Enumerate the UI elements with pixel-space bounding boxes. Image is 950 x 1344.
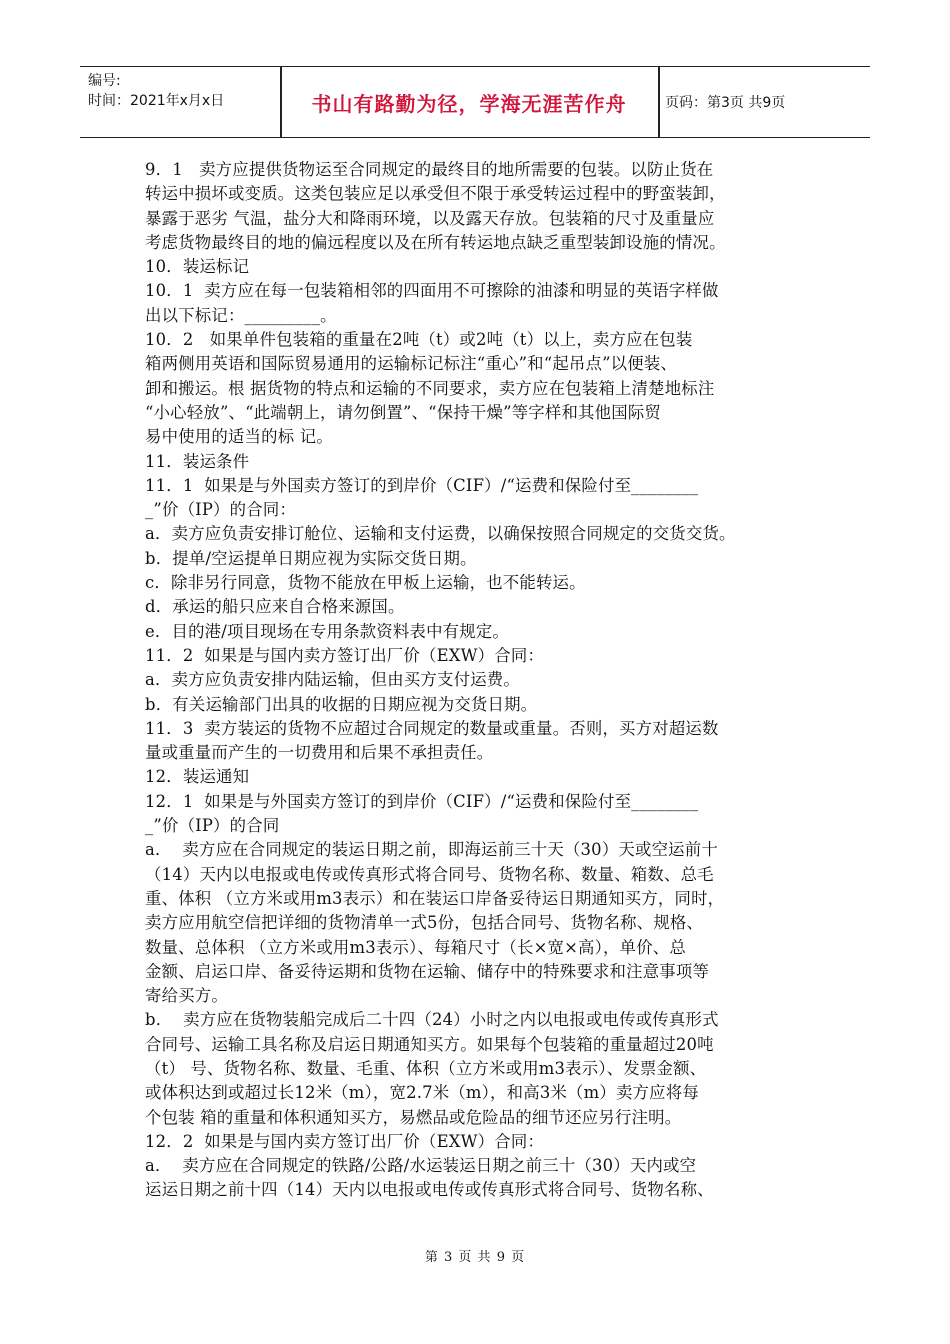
body-text-line: 寄给买方。	[145, 986, 228, 1006]
body-text-line: 11．2 如果是与国内卖方签订出厂价（EXW）合同：	[145, 645, 545, 665]
page-footer: 第 3 页 共 9 页	[424, 1250, 526, 1265]
body-text-line: 卖方应用航空信把详细的货物清单一式5份，包括合同号、货物名称、规格、	[145, 913, 704, 933]
body-text-line: 暴露于恶劣 气温，盐分大和降雨环境，以及露天存放。包装箱的尺寸及重量应	[145, 208, 715, 228]
body-text-line: 个包装 箱的重量和体积通知买方，易燃品或危险品的细节还应另行注明。	[145, 1107, 682, 1127]
body-text-line: 11．装运条件	[145, 451, 250, 471]
body-text-line: 量或重量而产生的一切费用和后果不承担责任。	[145, 743, 494, 763]
body-text-line: 9．1 卖方应提供货物运至合同规定的最终目的地所需要的包装。以防止货在	[145, 160, 714, 179]
body-text-line: d．承运的船只应来自合格来源国。	[145, 597, 405, 617]
body-text-line: 11．3 卖方装运的货物不应超过合同规定的数量或重量。否则，买方对超运数	[145, 718, 719, 738]
body-text-line: a． 卖方应在合同规定的装运日期之前，即海运前三十天（30）天或空运前十	[145, 840, 718, 860]
header-divider	[658, 67, 660, 137]
body-text-line: b．提单/空运提单日期应视为实际交货日期。	[145, 548, 477, 568]
body-text-line: c．除非另行同意，货物不能放在甲板上运输，也不能转运。	[145, 573, 586, 593]
document-body	[145, 158, 805, 1203]
body-text-line: 12．1 如果是与外国卖方签订的到岸价（CIF）/“运费和保险付至________	[145, 791, 699, 811]
body-text-line: 合同号、运输工具名称及启运日期通知买方。如果每个包装箱的重量超过20吨	[145, 1034, 714, 1054]
body-text-line: 易中使用的适当的标 记。	[145, 427, 333, 447]
body-text-line: （14）天内以电报或电传或传真形式将合同号、货物名称、数量、箱数、总毛	[145, 864, 714, 884]
body-text-line: 卸和搬运。根 据货物的特点和运输的不同要求，卖方应在包装箱上清楚地标注	[145, 378, 715, 398]
body-text-line: 数量、总体积 （立方米或用m3表示）、每箱尺寸（长×宽×高），单价、总	[145, 937, 686, 957]
body-text-line: a． 卖方应在合同规定的铁路/公路/水运装运日期之前三十（30）天内或空	[145, 1156, 697, 1176]
body-text-line: （t） 号、货物名称、数量、毛重、体积（立方米或用m3表示）、发票金额、	[145, 1058, 707, 1078]
body-text-line: 箱两侧用英语和国际贸易通用的运输标记标注“重心”和“起吊点”以便装、	[145, 354, 678, 374]
body-text-line: 金额、启运口岸、备妥待运期和货物在运输、储存中的特殊要求和注意事项等	[145, 961, 710, 981]
header-meta	[88, 71, 278, 111]
body-text-line: _”价（IP）的合同	[145, 816, 280, 836]
body-text-line: 11．1 如果是与外国卖方签订的到岸价（CIF）/“运费和保险付至________	[145, 475, 699, 495]
body-text-line: b． 卖方应在货物装船完成后二十四（24）小时之内以电报或电传或传真形式	[145, 1010, 719, 1030]
body-text-line: 出以下标记：_________。	[145, 305, 337, 325]
body-text-line: _”价（IP）的合同：	[145, 500, 297, 520]
body-text-line: b．有关运输部门出具的收据的日期应视为交货日期。	[145, 694, 538, 714]
body-text-line: “小心轻放”、“此端朝上，请勿倒置”、“保持干燥”等字样和其他国际贸	[145, 402, 662, 422]
page-header	[80, 66, 870, 138]
body-text-line: 或体积达到或超过长12米（m），宽2.7米（m），和高3米（m）卖方应将每	[145, 1083, 699, 1103]
body-text-line: 10．装运标记	[145, 257, 250, 277]
document-number-label: 编号:	[88, 73, 121, 89]
body-text-line: 10．1 卖方应在每一包装箱相邻的四面用不可擦除的油漆和明显的英语字样做	[145, 281, 719, 301]
body-text-line: 12．2 如果是与国内卖方签订出厂价（EXW）合同：	[145, 1131, 545, 1151]
body-text-line: 考虑货物最终目的地的偏远程度以及在所有转运地点缺乏重型装卸设施的情况。	[145, 232, 726, 252]
body-text-line: 转运中损坏或变质。这类包装应足以承受但不限于承受转运过程中的野蛮装卸，	[145, 184, 726, 204]
body-text-line: 12．装运通知	[145, 767, 250, 787]
body-text-line: a．卖方应负责安排内陆运输，但由买方支付运费。	[145, 670, 520, 690]
header-page-number: 页码：第3页 共9页	[665, 95, 786, 111]
body-text-line: e．目的港/项目现场在专用条款资料表中有规定。	[145, 621, 510, 641]
body-text-line: a．卖方应负责安排订舱位、运输和支付运费，以确保按照合同规定的交货交货。	[145, 524, 736, 544]
body-text-line: 运运日期之前十四（14）天内以电报或电传或传真形式将合同号、货物名称、	[145, 1180, 714, 1200]
body-text-line: 重、体积 （立方米或用m3表示）和在装运口岸备妥待运日期通知买方，同时，	[145, 888, 725, 908]
document-date-label: 时间：2021年x月x日	[88, 93, 225, 109]
body-text-line: 10．2 如果单件包装箱的重量在2吨（t）或2吨（t）以上，卖方应在包装	[145, 330, 693, 350]
header-motto: 书山有路勤为径，学海无涯苦作舟	[311, 91, 627, 116]
